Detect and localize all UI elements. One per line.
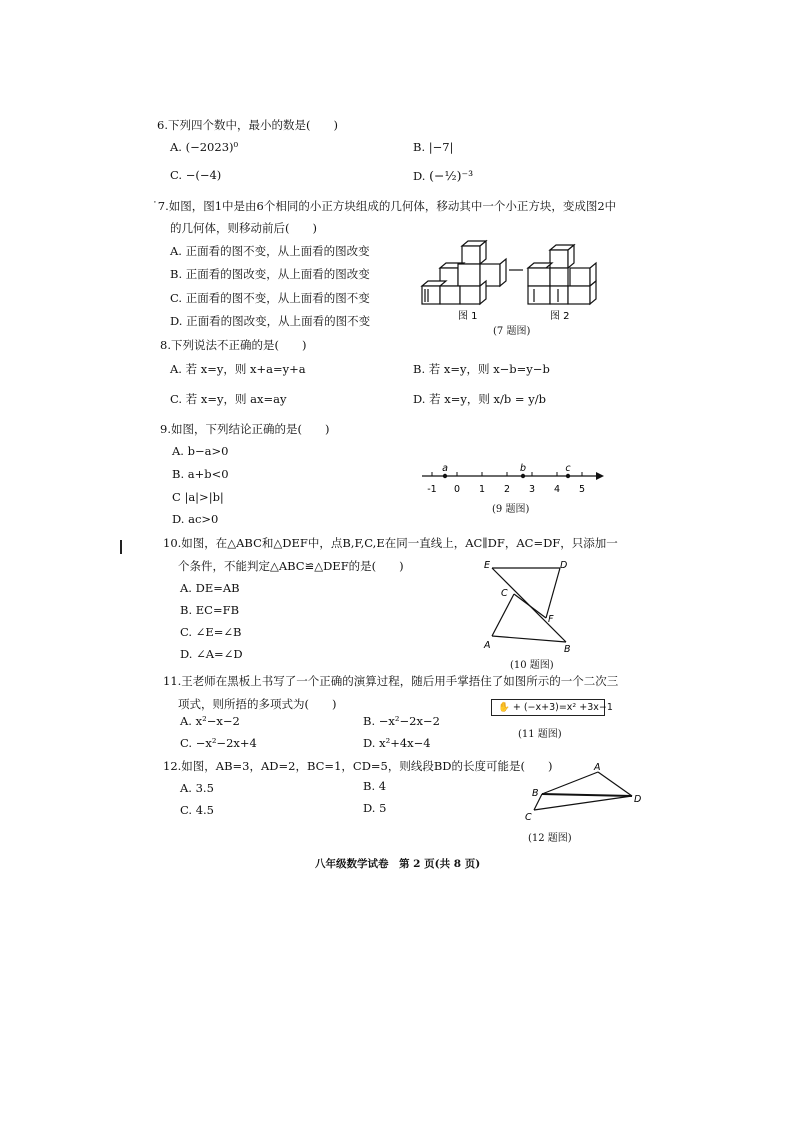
q10-option-a: A. DE=AB bbox=[180, 581, 240, 595]
q9-option-a: A. b−a>0 bbox=[172, 444, 229, 458]
q10-stem-line1: 10.如图，在△ABC和△DEF中，点B,F,C,E在同一直线上，AC∥DF，AC=DF，只添加一 bbox=[163, 536, 618, 550]
q9-point-b bbox=[521, 474, 525, 478]
q7-fig2-cubes bbox=[528, 245, 596, 304]
q7-fig2-label: 图 2 bbox=[550, 311, 570, 322]
q9-option-b: B. a+b<0 bbox=[172, 467, 229, 481]
q9-axis-arrow bbox=[596, 472, 604, 480]
q9-tick-label: -1 bbox=[427, 484, 437, 495]
q11-option-a: A. x²−x−2 bbox=[180, 714, 240, 728]
q9-point-label-c: c bbox=[565, 463, 571, 474]
q9-tick-label: 3 bbox=[528, 484, 536, 495]
q9-tick-label: 0 bbox=[453, 484, 461, 495]
q7-caption: (7 题图) bbox=[493, 326, 531, 337]
q7-stem-line1: ˙7.如图，图1中是由6个相同的小正方块组成的几何体，移动其中一个小正方块，变成图2中 bbox=[152, 199, 617, 213]
q9-tick-label: 4 bbox=[553, 484, 561, 495]
q12-figure bbox=[520, 760, 650, 825]
q10-option-d: D. ∠A=∠D bbox=[180, 647, 243, 661]
q6-option-d-expr: (−½)⁻³ bbox=[429, 168, 474, 183]
q11-option-c: C. −x²−2x+4 bbox=[180, 736, 257, 750]
q7-stem-line2: 的几何体，则移动前后( ) bbox=[170, 221, 317, 235]
q7-option-d: D. 正面看的图改变，从上面看的图不变 bbox=[170, 314, 371, 328]
q7-option-c: C. 正面看的图不变，从上面看的图不变 bbox=[170, 291, 370, 305]
q7-option-b: B. 正面看的图改变，从上面看的图改变 bbox=[170, 267, 370, 281]
q6-option-c: C. −(−4) bbox=[170, 168, 222, 182]
q12-caption: (12 题图) bbox=[528, 833, 572, 844]
q11-option-b: B. −x²−2x−2 bbox=[363, 714, 440, 728]
q12-label-d: D bbox=[634, 794, 642, 805]
q10-label-e: E bbox=[484, 560, 491, 571]
q7-figure bbox=[410, 236, 610, 336]
q9-point-label-a: a bbox=[442, 463, 448, 474]
q10-option-b: B. EC=FB bbox=[180, 603, 240, 617]
q9-ticks bbox=[432, 472, 582, 476]
q9-point-c bbox=[566, 474, 570, 478]
q12-label-c: C bbox=[525, 812, 532, 823]
q12-option-a: A. 3.5 bbox=[180, 781, 214, 795]
q6-stem: 6.下列四个数中，最小的数是( ) bbox=[157, 118, 338, 132]
q10-label-a: A bbox=[484, 640, 491, 651]
q8-option-a: A. 若 x=y，则 x+a=y+a bbox=[170, 362, 306, 376]
q11-stem-line2: 项式，则所捂的多项式为( ) bbox=[178, 697, 337, 711]
q8-option-b: B. 若 x=y，则 x−b=y−b bbox=[413, 362, 550, 376]
q8-stem: 8.下列说法不正确的是( ) bbox=[160, 338, 307, 352]
q9-stem: 9.如图，下列结论正确的是( ) bbox=[160, 422, 330, 436]
q6-option-a: A. (−2023)⁰ bbox=[170, 140, 239, 154]
q9-option-d: D. ac>0 bbox=[172, 512, 219, 526]
q9-option-c: C |a|>|b| bbox=[172, 490, 224, 504]
q9-caption: (9 题图) bbox=[492, 504, 530, 515]
q11-blackboard: ✋ + (−x+3)=x² +3x−1 bbox=[491, 699, 605, 716]
q12-stem: 12.如图，AB=3，AD=2，BC=1，CD=5，则线段BD的长度可能是( ) bbox=[163, 759, 553, 773]
q9-number-line bbox=[418, 462, 608, 498]
q11-stem-line1: 11.王老师在黑板上书写了一个正确的演算过程，随后用手掌捂住了如图所示的一个二次三 bbox=[163, 674, 619, 688]
q10-figure bbox=[478, 556, 588, 656]
q9-tick-label: 2 bbox=[503, 484, 511, 495]
q12-option-c: C. 4.5 bbox=[180, 803, 214, 817]
q9-point-a bbox=[443, 474, 447, 478]
q12-label-b: B bbox=[532, 788, 539, 799]
q7-fig1-cubes bbox=[422, 241, 506, 304]
q9-tick-label: 1 bbox=[478, 484, 486, 495]
q6-option-d-label: D. bbox=[413, 169, 430, 183]
q11-option-d: D. x²+4x−4 bbox=[363, 736, 431, 750]
q6-option-d bbox=[413, 168, 473, 183]
q8-option-d: D. 若 x=y，则 x/b = y/b bbox=[413, 392, 546, 406]
q10-label-b: B bbox=[564, 644, 571, 655]
q10-label-d: D bbox=[560, 560, 568, 571]
q7-fig1-label: 图 1 bbox=[458, 311, 478, 322]
q9-point-label-b: b bbox=[519, 463, 527, 474]
q11-caption: (11 题图) bbox=[518, 729, 562, 740]
q10-label-c: C bbox=[501, 588, 508, 599]
q10-caption: (10 题图) bbox=[510, 660, 554, 671]
q6-option-b: B. |−7| bbox=[413, 140, 454, 154]
page-footer: 八年级数学试卷 第 2 页(共 8 页) bbox=[315, 858, 481, 870]
q10-label-f: F bbox=[548, 614, 554, 625]
q12-option-d: D. 5 bbox=[363, 801, 387, 815]
q12-option-b: B. 4 bbox=[363, 779, 387, 793]
q7-option-a: A. 正面看的图不变，从上面看的图改变 bbox=[170, 244, 370, 258]
q10-stem-line2: 个条件，不能判定△ABC≌△DEF的是( ) bbox=[178, 559, 404, 573]
q8-option-c: C. 若 x=y，则 ax=ay bbox=[170, 392, 287, 406]
margin-mark bbox=[120, 540, 122, 554]
q9-tick-label: 5 bbox=[578, 484, 586, 495]
q10-option-c: C. ∠E=∠B bbox=[180, 625, 242, 639]
q12-label-a: A bbox=[594, 762, 601, 773]
